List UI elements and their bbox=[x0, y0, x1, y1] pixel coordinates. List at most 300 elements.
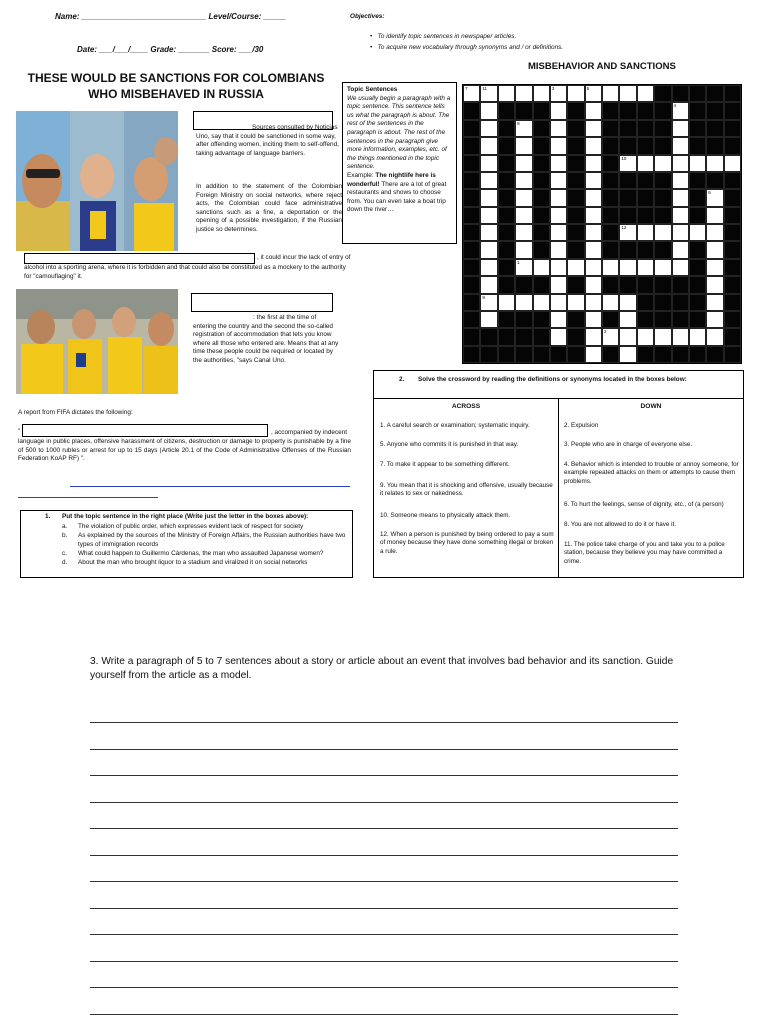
writing-line[interactable] bbox=[90, 775, 678, 776]
crossword-cell[interactable] bbox=[480, 311, 497, 328]
crossword-clue-number: 1 bbox=[517, 259, 520, 265]
crossword-cell[interactable] bbox=[689, 155, 706, 172]
crossword-cell[interactable] bbox=[585, 155, 602, 172]
crossword-cell[interactable] bbox=[619, 311, 636, 328]
crossword-cell[interactable] bbox=[480, 294, 497, 311]
crossword-block bbox=[619, 102, 636, 119]
crossword-cell[interactable] bbox=[480, 155, 497, 172]
crossword-block bbox=[567, 172, 584, 189]
crossword-block bbox=[672, 311, 689, 328]
crossword-cell[interactable] bbox=[672, 241, 689, 258]
name-course-line: Name: ____________________________ Level/Course: _____ bbox=[55, 12, 286, 21]
crossword-clue-number: 7 bbox=[465, 86, 468, 91]
crossword-cell[interactable] bbox=[480, 207, 497, 224]
article-title bbox=[18, 70, 334, 102]
crossword-block bbox=[724, 102, 741, 119]
crossword-cell[interactable] bbox=[480, 189, 497, 206]
crossword-block bbox=[533, 155, 550, 172]
crossword-cell[interactable] bbox=[480, 276, 497, 293]
crossword-clue-number: 11 bbox=[482, 86, 488, 91]
crossword-cell[interactable] bbox=[550, 224, 567, 241]
crossword-block bbox=[637, 241, 654, 258]
photo-colombian-fans-group bbox=[16, 289, 178, 394]
writing-line[interactable] bbox=[90, 749, 678, 750]
crossword-cell[interactable] bbox=[550, 102, 567, 119]
crossword-block bbox=[463, 207, 480, 224]
crossword-block bbox=[602, 172, 619, 189]
crossword-cell[interactable] bbox=[550, 276, 567, 293]
crossword-cell[interactable] bbox=[672, 155, 689, 172]
crossword-block bbox=[602, 241, 619, 258]
crossword-block bbox=[533, 120, 550, 137]
down-column bbox=[559, 399, 743, 577]
crossword-cell[interactable] bbox=[550, 172, 567, 189]
crossword-block bbox=[463, 241, 480, 258]
crossword-block bbox=[724, 276, 741, 293]
crossword-block bbox=[654, 346, 671, 363]
crossword-cell[interactable] bbox=[672, 207, 689, 224]
crossword-cell[interactable] bbox=[619, 328, 636, 345]
crossword-block bbox=[619, 207, 636, 224]
crossword-block bbox=[498, 328, 515, 345]
crossword-block bbox=[654, 172, 671, 189]
crossword-block bbox=[637, 294, 654, 311]
crossword-block bbox=[724, 137, 741, 154]
crossword-block bbox=[637, 189, 654, 206]
fifa-quote-mark: " bbox=[18, 428, 21, 435]
crossword-cell[interactable] bbox=[550, 85, 567, 102]
crossword-block bbox=[463, 224, 480, 241]
crossword-block bbox=[654, 120, 671, 137]
option-text: What could happen to Guillermo Cárdenas, the man who assaulted Japanese women? bbox=[78, 550, 324, 557]
writing-line[interactable] bbox=[90, 1014, 678, 1015]
crossword-cell[interactable] bbox=[550, 328, 567, 345]
crossword-block bbox=[689, 102, 706, 119]
across-clue-9: 9. You mean that it is shocking and offensive, usually because it relates to sex or nakedness. bbox=[380, 482, 553, 498]
crossword-cell[interactable] bbox=[550, 207, 567, 224]
crossword-block bbox=[706, 102, 723, 119]
article-paragraph-4 bbox=[193, 314, 341, 366]
crossword-cell[interactable] bbox=[706, 328, 723, 345]
crossword-clue-number: 3 bbox=[551, 86, 555, 91]
example-bold: The nightlife here is wonderful! bbox=[347, 171, 436, 188]
down-clue-3: 3. People who are in charge of everyone else. bbox=[564, 441, 693, 448]
crossword-cell[interactable] bbox=[550, 294, 567, 311]
crossword-block bbox=[689, 189, 706, 206]
writing-line[interactable] bbox=[90, 934, 678, 935]
crossword-cell[interactable] bbox=[672, 120, 689, 137]
topic-sentences-title: Topic Sentences bbox=[347, 86, 398, 93]
crossword-cell[interactable] bbox=[689, 224, 706, 241]
crossword-block bbox=[533, 189, 550, 206]
crossword-cell[interactable] bbox=[480, 241, 497, 258]
crossword-cell[interactable] bbox=[498, 85, 515, 102]
option-letter: d. bbox=[62, 559, 68, 566]
crossword-cell[interactable] bbox=[654, 224, 671, 241]
exercise-1-box bbox=[20, 510, 353, 578]
crossword-block bbox=[533, 241, 550, 258]
option-letter: a. bbox=[62, 523, 68, 530]
crossword-cell[interactable] bbox=[550, 155, 567, 172]
writing-line[interactable] bbox=[90, 908, 678, 909]
crossword-cell[interactable] bbox=[637, 259, 654, 276]
crossword-cell[interactable] bbox=[585, 120, 602, 137]
crossword-block bbox=[533, 328, 550, 345]
topic-sentence-box-2[interactable] bbox=[24, 253, 255, 264]
exercise-2-box bbox=[373, 370, 744, 399]
crossword-cell[interactable] bbox=[550, 120, 567, 137]
crossword-block bbox=[567, 189, 584, 206]
crossword-block bbox=[602, 189, 619, 206]
crossword-block bbox=[637, 120, 654, 137]
crossword-cell[interactable] bbox=[585, 85, 602, 102]
crossword-cell[interactable] bbox=[550, 189, 567, 206]
objective-text: To acquire new vocabulary through synonyms and / or definitions. bbox=[377, 44, 564, 51]
crossword-cell[interactable] bbox=[637, 328, 654, 345]
crossword-cell[interactable] bbox=[585, 102, 602, 119]
crossword-block bbox=[602, 102, 619, 119]
crossword-cell[interactable] bbox=[585, 137, 602, 154]
crossword-block bbox=[463, 172, 480, 189]
writing-line[interactable] bbox=[90, 881, 678, 882]
crossword-block bbox=[724, 311, 741, 328]
crossword-cell[interactable] bbox=[533, 259, 550, 276]
crossword-cell[interactable] bbox=[463, 85, 480, 102]
crossword-cell[interactable] bbox=[619, 346, 636, 363]
crossword-cell[interactable] bbox=[619, 259, 636, 276]
article-paragraph-3: alcohol into a sporting arena, where it is forbidden and that could also be constituted as a mockery to the authority for "camouflaging" it. bbox=[24, 264, 346, 280]
crossword-block bbox=[567, 241, 584, 258]
crossword-cell[interactable] bbox=[585, 189, 602, 206]
crossword-block bbox=[567, 155, 584, 172]
crossword-cell[interactable] bbox=[533, 294, 550, 311]
crossword-block bbox=[706, 137, 723, 154]
crossword-block bbox=[689, 137, 706, 154]
topic-sentences-example bbox=[347, 172, 452, 215]
crossword-cell[interactable] bbox=[515, 120, 532, 137]
crossword-cell[interactable] bbox=[515, 224, 532, 241]
objective-text: To identify topic sentences in newspaper articles. bbox=[377, 33, 517, 40]
topic-sentence-box-3[interactable] bbox=[191, 293, 333, 312]
crossword-cell[interactable] bbox=[724, 155, 741, 172]
option-text: About the man who brought liquor to a stadium and viralized it on social networks bbox=[78, 559, 308, 566]
crossword-cell[interactable] bbox=[515, 294, 532, 311]
crossword-cell[interactable] bbox=[637, 85, 654, 102]
crossword-block bbox=[724, 189, 741, 206]
crossword-cell[interactable] bbox=[706, 276, 723, 293]
option-letter: b. bbox=[62, 532, 68, 539]
crossword-block bbox=[619, 172, 636, 189]
crossword-block bbox=[724, 172, 741, 189]
down-header: DOWN bbox=[640, 403, 662, 410]
exercise-1-number: 1. bbox=[45, 513, 51, 520]
crossword-cell[interactable] bbox=[585, 224, 602, 241]
crossword-clue-number: 5 bbox=[586, 86, 590, 91]
crossword-block bbox=[619, 276, 636, 293]
crossword-block bbox=[550, 346, 567, 363]
crossword-block bbox=[463, 276, 480, 293]
crossword-clue-number: 10 bbox=[621, 155, 627, 161]
crossword-cell[interactable] bbox=[550, 259, 567, 276]
crossword-cell[interactable] bbox=[706, 207, 723, 224]
objective-item: • To acquire new vocabulary through synonyms and / or definitions. bbox=[370, 44, 564, 51]
crossword-block bbox=[654, 241, 671, 258]
crossword-block bbox=[567, 311, 584, 328]
crossword-block bbox=[619, 241, 636, 258]
crossword-block bbox=[724, 241, 741, 258]
fifa-quote-text: language in public places, offensive harassment of citizens, destruction or damage to property is punishable by a fine of 500 to 1000 rubles or arrest for up to 15 days (Article 20.1 of the Code of Administrative Offenses of the Russian Federation KoAP RF) ". bbox=[18, 438, 351, 463]
crossword-cell[interactable] bbox=[515, 172, 532, 189]
crossword-clue-number: 4 bbox=[673, 103, 677, 109]
photo-colombian-fans-group-art bbox=[16, 289, 178, 394]
exercise-2-instruction: Solve the crossword by reading the definitions or synonyms located in the boxes below: bbox=[418, 376, 687, 383]
crossword-block bbox=[724, 85, 741, 102]
source-link-line[interactable] bbox=[70, 486, 350, 487]
photo-colombian-fans-selfie-art bbox=[16, 111, 178, 251]
crossword-cell[interactable] bbox=[637, 224, 654, 241]
crossword-cell[interactable] bbox=[585, 276, 602, 293]
crossword-block bbox=[654, 189, 671, 206]
crossword-block bbox=[498, 259, 515, 276]
photo-colombian-fans-selfie bbox=[16, 111, 178, 251]
crossword-cell[interactable] bbox=[706, 155, 723, 172]
crossword-block bbox=[706, 120, 723, 137]
topic-sentences-body: We usually begin a paragraph with a topic sentence. This sentence tells us what the paragraph is about. The rest of the sentences in the paragraph is about. The rest of the sentences in the paragraph give more information, examples, etc. of the things mentioned in the topic sentence. bbox=[347, 94, 451, 171]
crossword-block bbox=[480, 328, 497, 345]
writing-line[interactable] bbox=[90, 987, 678, 988]
crossword-block bbox=[533, 172, 550, 189]
crossword-block bbox=[533, 346, 550, 363]
down-clue-6: 6. To hurt the feelings, sense of dignity, etc., of (a person) bbox=[564, 501, 724, 508]
crossword-block bbox=[515, 276, 532, 293]
crossword-block bbox=[463, 294, 480, 311]
crossword-cell[interactable] bbox=[672, 189, 689, 206]
crossword-block bbox=[463, 346, 480, 363]
exercise-1-instruction: Put the topic sentence in the right place (Write just the letter in the boxes above): bbox=[62, 513, 309, 520]
crossword-cell[interactable] bbox=[567, 294, 584, 311]
crossword-cell[interactable] bbox=[585, 172, 602, 189]
crossword-cell[interactable] bbox=[585, 259, 602, 276]
down-clue-2: 2. Expulsion bbox=[564, 422, 599, 429]
crossword-block bbox=[498, 346, 515, 363]
crossword-block bbox=[567, 102, 584, 119]
crossword-block bbox=[567, 120, 584, 137]
crossword-clue-number: 2 bbox=[604, 329, 607, 335]
crossword-cell[interactable] bbox=[515, 155, 532, 172]
crossword-cell[interactable] bbox=[654, 328, 671, 345]
crossword-block bbox=[533, 276, 550, 293]
crossword-cell[interactable] bbox=[480, 224, 497, 241]
across-clue-5: 5. Anyone who commits it is punished in that way. bbox=[380, 441, 519, 448]
definitions-table bbox=[373, 398, 744, 578]
source-link-line[interactable] bbox=[18, 497, 158, 498]
across-header: ACROSS bbox=[451, 403, 481, 410]
topic-sentences-box bbox=[342, 82, 457, 244]
crossword-block bbox=[567, 346, 584, 363]
crossword-block bbox=[602, 155, 619, 172]
crossword-cell[interactable] bbox=[672, 137, 689, 154]
across-clue-12: 12. When a person is punished by being ordered to pay a sum of money because they have done something illegal or broken a rule. bbox=[380, 531, 554, 555]
across-clue-1: 1. A careful search or examination; systematic inquiry. bbox=[380, 422, 530, 429]
crossword-cell[interactable] bbox=[515, 259, 532, 276]
crossword-block bbox=[498, 207, 515, 224]
crossword-cell[interactable] bbox=[515, 241, 532, 258]
crossword-block bbox=[602, 346, 619, 363]
crossword-cell[interactable] bbox=[480, 102, 497, 119]
across-clue-7: 7. To make it appear to be something different. bbox=[380, 461, 510, 468]
crossword-cell[interactable] bbox=[619, 85, 636, 102]
writing-line[interactable] bbox=[90, 855, 678, 856]
crossword-cell[interactable] bbox=[585, 294, 602, 311]
crossword-block bbox=[498, 137, 515, 154]
exercise-2-number: 2. bbox=[399, 376, 405, 383]
crossword-cell[interactable] bbox=[533, 85, 550, 102]
crossword-block bbox=[498, 189, 515, 206]
crossword-block bbox=[654, 207, 671, 224]
crossword-block bbox=[654, 294, 671, 311]
crossword-block bbox=[706, 85, 723, 102]
exercise-1-option-a bbox=[62, 523, 347, 532]
crossword-cell[interactable] bbox=[706, 241, 723, 258]
crossword-cell[interactable] bbox=[480, 137, 497, 154]
crossword-cell[interactable] bbox=[550, 137, 567, 154]
crossword-cell[interactable] bbox=[706, 259, 723, 276]
crossword-cell[interactable] bbox=[550, 241, 567, 258]
crossword-block bbox=[602, 276, 619, 293]
crossword-cell[interactable] bbox=[654, 155, 671, 172]
crossword-block bbox=[498, 224, 515, 241]
crossword-block bbox=[724, 294, 741, 311]
article-title-line1: THESE WOULD BE SANCTIONS FOR COLOMBIANS bbox=[27, 71, 325, 85]
crossword-block bbox=[724, 346, 741, 363]
fifa-quote-tail: , accompanied by indecent bbox=[271, 429, 348, 436]
crossword-block bbox=[498, 276, 515, 293]
crossword-clue-number: 8 bbox=[517, 120, 520, 126]
crossword-cell[interactable] bbox=[515, 85, 532, 102]
crossword-cell[interactable] bbox=[672, 259, 689, 276]
crossword-cell[interactable] bbox=[585, 311, 602, 328]
article-title-line2: WHO MISBEHAVED IN RUSSIA bbox=[88, 87, 264, 101]
crossword-block bbox=[619, 189, 636, 206]
crossword-block bbox=[689, 276, 706, 293]
crossword-cell[interactable] bbox=[689, 328, 706, 345]
crossword-block bbox=[689, 259, 706, 276]
crossword-block bbox=[637, 137, 654, 154]
crossword-cell[interactable] bbox=[672, 328, 689, 345]
crossword-cell[interactable] bbox=[515, 137, 532, 154]
writing-line[interactable] bbox=[90, 828, 678, 829]
crossword-block bbox=[637, 346, 654, 363]
option-letter: c. bbox=[62, 550, 67, 557]
crossword-block bbox=[654, 137, 671, 154]
writing-line[interactable] bbox=[90, 722, 678, 723]
crossword-block bbox=[706, 346, 723, 363]
crossword-cell[interactable] bbox=[602, 328, 619, 345]
crossword-cell[interactable] bbox=[637, 155, 654, 172]
crossword-cell[interactable] bbox=[480, 259, 497, 276]
crossword-cell[interactable] bbox=[602, 294, 619, 311]
crossword-block bbox=[480, 346, 497, 363]
crossword-cell[interactable] bbox=[585, 207, 602, 224]
down-clue-11: 11. The police take charge of you and take you to a police station, because they believe you may have committed a crime. bbox=[564, 541, 725, 565]
writing-line[interactable] bbox=[90, 802, 678, 803]
crossword-clue-number: 6 bbox=[708, 190, 711, 196]
crossword-clue-number: 9 bbox=[482, 294, 485, 300]
example-rest: There are a lot of great restaurants and shows to choose from. You can even take a boat trip down the river… bbox=[347, 180, 447, 214]
crossword-cell[interactable] bbox=[480, 172, 497, 189]
crossword-cell[interactable] bbox=[515, 189, 532, 206]
crossword-cell[interactable] bbox=[498, 294, 515, 311]
crossword-cell[interactable] bbox=[480, 120, 497, 137]
crossword-block bbox=[602, 137, 619, 154]
crossword-block bbox=[689, 172, 706, 189]
crossword-cell[interactable] bbox=[672, 172, 689, 189]
article-paragraph-1 bbox=[196, 124, 342, 158]
across-column bbox=[374, 399, 559, 577]
crossword-cell[interactable] bbox=[706, 311, 723, 328]
crossword-cell[interactable] bbox=[480, 85, 497, 102]
crossword-cell[interactable] bbox=[619, 224, 636, 241]
crossword-cell[interactable] bbox=[672, 102, 689, 119]
crossword-block bbox=[533, 224, 550, 241]
writing-line[interactable] bbox=[90, 961, 678, 962]
crossword-block bbox=[724, 259, 741, 276]
crossword-block bbox=[463, 259, 480, 276]
crossword-block bbox=[602, 224, 619, 241]
crossword-block bbox=[654, 276, 671, 293]
crossword-cell[interactable] bbox=[585, 241, 602, 258]
crossword-cell[interactable] bbox=[567, 85, 584, 102]
crossword-cell[interactable] bbox=[706, 294, 723, 311]
option-text: As explained by the sources of the Ministry of Foreign Affairs, the Russian authorities have two types of immigration records bbox=[78, 532, 346, 548]
crossword-cell[interactable] bbox=[706, 224, 723, 241]
crossword-cell[interactable] bbox=[706, 189, 723, 206]
example-label: Example: bbox=[347, 171, 374, 179]
crossword-block bbox=[515, 102, 532, 119]
crossword-cell[interactable] bbox=[585, 346, 602, 363]
crossword-cell[interactable] bbox=[672, 224, 689, 241]
crossword-cell[interactable] bbox=[619, 294, 636, 311]
crossword-block bbox=[533, 207, 550, 224]
crossword-cell[interactable] bbox=[619, 155, 636, 172]
crossword-block bbox=[689, 294, 706, 311]
crossword-cell[interactable] bbox=[515, 207, 532, 224]
down-clue-8: 8. You are not allowed to do it or have it. bbox=[564, 521, 677, 528]
crossword-block bbox=[689, 311, 706, 328]
crossword-block bbox=[672, 276, 689, 293]
crossword-cell[interactable] bbox=[567, 259, 584, 276]
crossword-grid[interactable] bbox=[462, 84, 742, 364]
topic-sentence-box-4[interactable] bbox=[22, 424, 268, 437]
crossword-block bbox=[689, 207, 706, 224]
crossword-block bbox=[637, 207, 654, 224]
crossword-cell[interactable] bbox=[550, 311, 567, 328]
crossword-block bbox=[672, 294, 689, 311]
crossword-block bbox=[672, 346, 689, 363]
crossword-block bbox=[654, 311, 671, 328]
crossword-block bbox=[498, 172, 515, 189]
crossword-cell[interactable] bbox=[602, 85, 619, 102]
crossword-block bbox=[724, 328, 741, 345]
crossword-cell[interactable] bbox=[602, 259, 619, 276]
crossword-block bbox=[567, 137, 584, 154]
crossword-block bbox=[654, 85, 671, 102]
crossword-cell[interactable] bbox=[654, 259, 671, 276]
crossword-block bbox=[706, 172, 723, 189]
down-clue-4: 4. Behavior which is intended to trouble or annoy someone, for example repeated attacks on them or attempts to cause them problems. bbox=[564, 461, 739, 485]
date-grade-score-line: Date: ___/___/____ Grade: _______ Score: ___/30 bbox=[77, 45, 264, 54]
crossword-cell[interactable] bbox=[585, 328, 602, 345]
